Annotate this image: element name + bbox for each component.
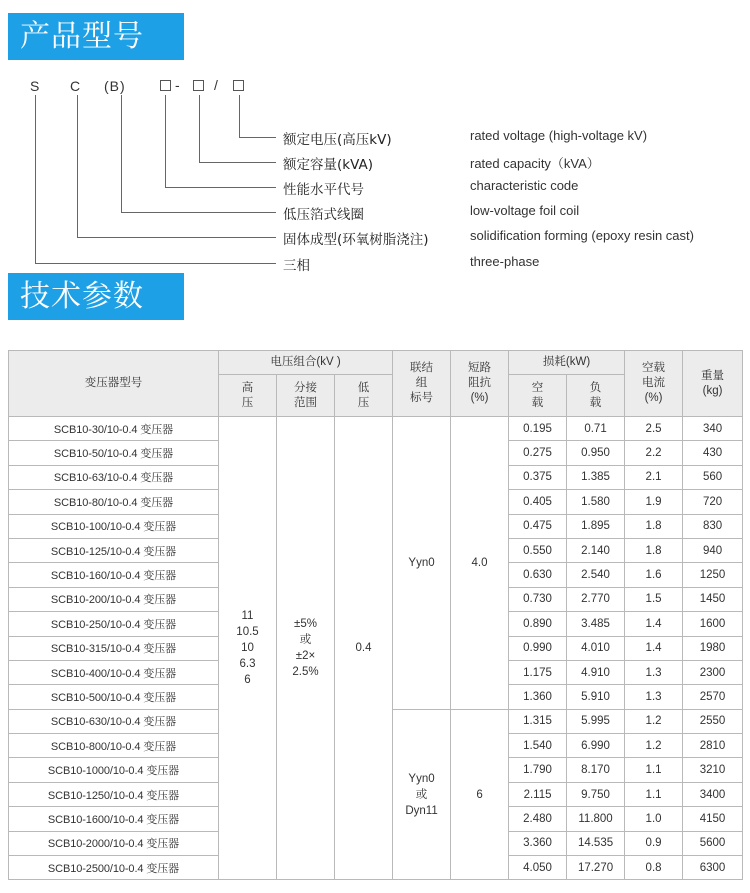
model-cell: SCB10-315/10-0.4 变压器: [9, 636, 219, 660]
no-load-current-cell: 0.9: [625, 831, 683, 855]
no-load-loss-cell: 0.890: [509, 612, 567, 636]
no-load-current-cell: 1.8: [625, 538, 683, 562]
model-cell: SCB10-800/10-0.4 变压器: [9, 734, 219, 758]
weight-cell: 340: [683, 417, 743, 441]
load-loss-cell: 14.535: [567, 831, 625, 855]
weight-cell: 2300: [683, 660, 743, 684]
model-cell: SCB10-2000/10-0.4 变压器: [9, 831, 219, 855]
no-load-current-cell: 2.5: [625, 417, 683, 441]
load-loss-cell: 4.010: [567, 636, 625, 660]
code-part-cn: 固体成型(环氧树脂浇注): [283, 232, 429, 248]
code-part-en: low-voltage foil coil: [470, 203, 580, 218]
header-lv: 低 压: [335, 375, 393, 417]
weight-cell: 1980: [683, 636, 743, 660]
weight-cell: 1450: [683, 587, 743, 611]
load-loss-cell: 1.580: [567, 490, 625, 514]
no-load-loss-cell: 0.730: [509, 587, 567, 611]
model-cell: SCB10-63/10-0.4 变压器: [9, 465, 219, 489]
no-load-current-cell: 1.4: [625, 612, 683, 636]
connector-line: [35, 263, 276, 264]
header-voltage-group: 电压组合(kV ): [219, 351, 393, 375]
load-loss-cell: 5.995: [567, 709, 625, 733]
no-load-loss-cell: 0.275: [509, 441, 567, 465]
no-load-current-cell: 0.8: [625, 856, 683, 880]
no-load-loss-cell: 1.175: [509, 660, 567, 684]
weight-cell: 2570: [683, 685, 743, 709]
weight-cell: 720: [683, 490, 743, 514]
header-model: 变压器型号: [9, 351, 219, 417]
spec-table-body: [9, 417, 743, 880]
header-connection: 联结 组 标号: [393, 351, 451, 417]
connection-cell: Yyn0: [393, 417, 451, 710]
no-load-loss-cell: 2.115: [509, 782, 567, 806]
weight-cell: 430: [683, 441, 743, 465]
model-cell: SCB10-125/10-0.4 变压器: [9, 538, 219, 562]
model-cell: SCB10-160/10-0.4 变压器: [9, 563, 219, 587]
no-load-current-cell: 1.2: [625, 709, 683, 733]
code-part-cn: 额定电压(高压kV): [283, 132, 392, 148]
no-load-loss-cell: 0.630: [509, 563, 567, 587]
weight-cell: 830: [683, 514, 743, 538]
lv-cell: 0.4: [335, 417, 393, 880]
no-load-current-cell: 1.8: [625, 514, 683, 538]
code-dash: -: [175, 77, 180, 93]
weight-cell: 2550: [683, 709, 743, 733]
tap-cell: ±5% 或 ±2× 2.5%: [277, 417, 335, 880]
hv-cell: 11 10.5 10 6.3 6: [219, 417, 277, 880]
code-part-en: rated voltage (high-voltage kV): [470, 128, 648, 143]
header-loss: 损耗(kW): [509, 351, 625, 375]
header-impedance: 短路 阻抗 (%): [451, 351, 509, 417]
model-cell: SCB10-50/10-0.4 变压器: [9, 441, 219, 465]
code-part-cn: 性能水平代号: [283, 182, 364, 198]
load-loss-cell: 0.950: [567, 441, 625, 465]
model-cell: SCB10-1000/10-0.4 变压器: [9, 758, 219, 782]
no-load-loss-cell: 0.475: [509, 514, 567, 538]
load-loss-cell: 0.71: [567, 417, 625, 441]
weight-cell: 3400: [683, 782, 743, 806]
code-part-en: three-phase: [470, 254, 540, 269]
model-cell: SCB10-630/10-0.4 变压器: [9, 709, 219, 733]
code-box-voltage: [233, 80, 244, 91]
no-load-loss-cell: 0.375: [509, 465, 567, 489]
model-cell: SCB10-1250/10-0.4 变压器: [9, 782, 219, 806]
impedance-cell: 4.0: [451, 417, 509, 710]
load-loss-cell: 1.385: [567, 465, 625, 489]
no-load-loss-cell: 4.050: [509, 856, 567, 880]
no-load-loss-cell: 0.405: [509, 490, 567, 514]
weight-cell: 1600: [683, 612, 743, 636]
model-cell: SCB10-250/10-0.4 变压器: [9, 612, 219, 636]
load-loss-cell: 9.750: [567, 782, 625, 806]
connection-cell: Yyn0 或 Dyn11: [393, 709, 451, 880]
code-slash: /: [214, 77, 218, 93]
weight-cell: 4150: [683, 807, 743, 831]
connector-line: [121, 212, 276, 213]
weight-cell: 560: [683, 465, 743, 489]
no-load-loss-cell: 1.360: [509, 685, 567, 709]
no-load-current-cell: 1.1: [625, 758, 683, 782]
weight-cell: 2810: [683, 734, 743, 758]
section-title-tech: 技术参数: [8, 273, 184, 320]
weight-cell: 5600: [683, 831, 743, 855]
connector-line: [121, 95, 122, 212]
no-load-current-cell: 1.3: [625, 660, 683, 684]
model-cell: SCB10-30/10-0.4 变压器: [9, 417, 219, 441]
weight-cell: 940: [683, 538, 743, 562]
connector-line: [165, 95, 166, 187]
code-part-cn: 低压箔式线圈: [283, 207, 364, 223]
impedance-cell: 6: [451, 709, 509, 880]
no-load-current-cell: 1.9: [625, 490, 683, 514]
connector-line: [77, 237, 276, 238]
no-load-current-cell: 1.1: [625, 782, 683, 806]
connector-line: [77, 95, 78, 237]
load-loss-cell: 2.540: [567, 563, 625, 587]
no-load-loss-cell: 0.195: [509, 417, 567, 441]
no-load-current-cell: 1.2: [625, 734, 683, 758]
no-load-current-cell: 1.6: [625, 563, 683, 587]
load-loss-cell: 1.895: [567, 514, 625, 538]
code-letter-b: (B): [104, 78, 126, 94]
code-part-cn: 额定容量(kVA): [283, 157, 373, 173]
no-load-current-cell: 1.3: [625, 685, 683, 709]
header-weight: 重量 (kg): [683, 351, 743, 417]
connector-line: [35, 95, 36, 263]
no-load-loss-cell: 0.550: [509, 538, 567, 562]
load-loss-cell: 4.910: [567, 660, 625, 684]
no-load-current-cell: 1.4: [625, 636, 683, 660]
code-letter-s: S: [30, 78, 41, 94]
section-title-model: 产品型号: [8, 13, 184, 60]
connector-line: [199, 95, 200, 162]
code-box-characteristic: [160, 80, 171, 91]
no-load-loss-cell: 1.790: [509, 758, 567, 782]
load-loss-cell: 17.270: [567, 856, 625, 880]
model-cell: SCB10-500/10-0.4 变压器: [9, 685, 219, 709]
load-loss-cell: 8.170: [567, 758, 625, 782]
header-no-load: 空 载: [509, 375, 567, 417]
model-cell: SCB10-80/10-0.4 变压器: [9, 490, 219, 514]
no-load-current-cell: 1.5: [625, 587, 683, 611]
weight-cell: 3210: [683, 758, 743, 782]
header-tap: 分接 范围: [277, 375, 335, 417]
load-loss-cell: 6.990: [567, 734, 625, 758]
model-cell: SCB10-1600/10-0.4 变压器: [9, 807, 219, 831]
connector-line: [239, 137, 276, 138]
table-row: [9, 417, 743, 441]
no-load-loss-cell: 1.315: [509, 709, 567, 733]
no-load-loss-cell: 2.480: [509, 807, 567, 831]
no-load-current-cell: 2.2: [625, 441, 683, 465]
no-load-current-cell: 1.0: [625, 807, 683, 831]
code-part-en: solidification forming (epoxy resin cast): [470, 228, 694, 243]
load-loss-cell: 2.140: [567, 538, 625, 562]
code-part-en: characteristic code: [470, 178, 579, 193]
spec-table: [8, 350, 743, 880]
load-loss-cell: 2.770: [567, 587, 625, 611]
connector-line: [199, 162, 276, 163]
weight-cell: 1250: [683, 563, 743, 587]
model-cell: SCB10-200/10-0.4 变压器: [9, 587, 219, 611]
connector-line: [239, 95, 240, 137]
header-hv: 高 压: [219, 375, 277, 417]
no-load-loss-cell: 3.360: [509, 831, 567, 855]
code-box-capacity: [193, 80, 204, 91]
model-cell: SCB10-400/10-0.4 变压器: [9, 660, 219, 684]
weight-cell: 6300: [683, 856, 743, 880]
code-part-en: rated capacity（kVA）: [470, 156, 600, 171]
no-load-current-cell: 2.1: [625, 465, 683, 489]
connector-line: [165, 187, 276, 188]
load-loss-cell: 11.800: [567, 807, 625, 831]
header-load: 负 载: [567, 375, 625, 417]
model-cell: SCB10-100/10-0.4 变压器: [9, 514, 219, 538]
no-load-loss-cell: 1.540: [509, 734, 567, 758]
code-letter-c: C: [70, 78, 82, 94]
header-current: 空载 电流 (%): [625, 351, 683, 417]
load-loss-cell: 3.485: [567, 612, 625, 636]
load-loss-cell: 5.910: [567, 685, 625, 709]
code-part-cn: 三相: [283, 258, 310, 274]
model-cell: SCB10-2500/10-0.4 变压器: [9, 856, 219, 880]
no-load-loss-cell: 0.990: [509, 636, 567, 660]
